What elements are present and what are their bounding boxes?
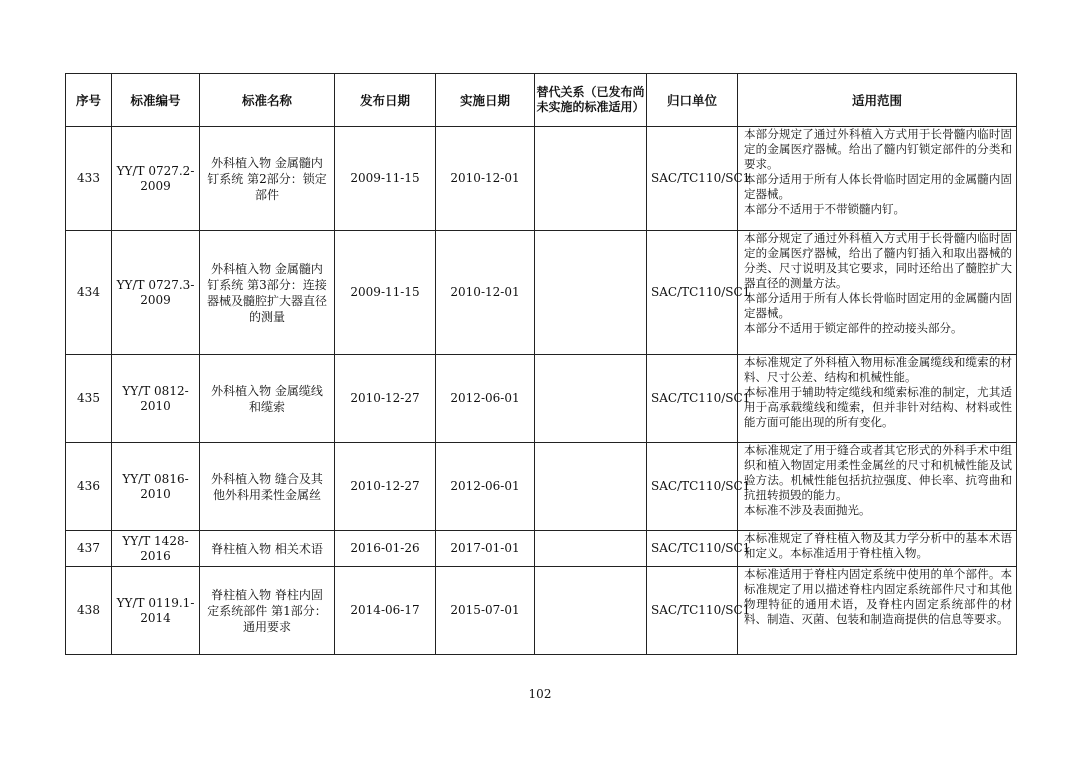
cell-implement-date: 2010-12-01 — [436, 231, 535, 355]
header-unit: 归口单位 — [647, 74, 738, 127]
header-name: 标准名称 — [200, 74, 335, 127]
cell-code: YY/T 0812-2010 — [112, 355, 200, 443]
header-replacement: 替代关系（已发布尚未实施的标准适用） — [535, 74, 647, 127]
cell-seq: 436 — [66, 443, 112, 531]
scope-paragraph: 本标准不涉及表面抛光。 — [744, 503, 871, 517]
scope-paragraph: 本部分适用于所有人体长骨临时固定用的金属髓内固定器械。 — [744, 172, 1012, 201]
table-row — [66, 231, 1017, 355]
cell-name: 脊柱植入物 相关术语 — [200, 531, 335, 567]
cell-implement-date: 2015-07-01 — [436, 567, 535, 655]
cell-implement-date: 2012-06-01 — [436, 443, 535, 531]
cell-unit: SAC/TC110/SC1 — [647, 127, 738, 231]
table-row — [66, 355, 1017, 443]
cell-replacement — [535, 567, 647, 655]
cell-replacement — [535, 531, 647, 567]
cell-implement-date: 2017-01-01 — [436, 531, 535, 567]
cell-implement-date: 2012-06-01 — [436, 355, 535, 443]
cell-unit: SAC/TC110/SC1 — [647, 231, 738, 355]
cell-code: YY/T 1428-2016 — [112, 531, 200, 567]
standards-table — [65, 73, 1017, 655]
cell-seq: 433 — [66, 127, 112, 231]
cell-code: YY/T 0816-2010 — [112, 443, 200, 531]
cell-code: YY/T 0727.2-2009 — [112, 127, 200, 231]
cell-scope — [738, 531, 1017, 567]
header-publish-date: 发布日期 — [335, 74, 436, 127]
cell-publish-date: 2010-12-27 — [335, 443, 436, 531]
scope-paragraph: 本部分适用于所有人体长骨临时固定用的金属髓内固定器械。 — [744, 291, 1012, 320]
cell-scope — [738, 355, 1017, 443]
scope-paragraph: 本部分不适用于不带锁髓内钉。 — [744, 202, 905, 216]
cell-seq: 435 — [66, 355, 112, 443]
cell-seq: 434 — [66, 231, 112, 355]
cell-publish-date: 2016-01-26 — [335, 531, 436, 567]
header-scope: 适用范围 — [738, 74, 1017, 127]
scope-paragraph: 本部分规定了通过外科植入方式用于长骨髓内临时固定的金属医疗器械。给出了髓内钉锁定部件的分类和要求。 — [744, 127, 1012, 171]
cell-unit: SAC/TC110/SC1 — [647, 531, 738, 567]
cell-name: 外科植入物 金属缆线和缆索 — [200, 355, 335, 443]
table-row — [66, 567, 1017, 655]
cell-replacement — [535, 443, 647, 531]
scope-paragraph: 本标准规定了脊柱植入物及其力学分析中的基本术语和定义。本标准适用于脊柱植入物。 — [744, 531, 1012, 560]
cell-seq: 438 — [66, 567, 112, 655]
page-number: 102 — [528, 687, 552, 701]
table-row — [66, 443, 1017, 531]
table-row — [66, 127, 1017, 231]
header-implement-date: 实施日期 — [436, 74, 535, 127]
scope-paragraph: 本标准用于辅助特定缆线和缆索标准的制定，尤其适用于高承载缆线和缆索，但并非针对结构、材料或性能方面可能出现的所有变化。 — [744, 385, 1012, 429]
cell-unit: SAC/TC110/SC1 — [647, 355, 738, 443]
cell-implement-date: 2010-12-01 — [436, 127, 535, 231]
scope-paragraph: 本部分规定了通过外科植入方式用于长骨髓内临时固定的金属医疗器械，给出了髓内钉插入和取出器械的分类、尺寸说明及其它要求，同时还给出了髓腔扩大器直径的测量方法。 — [744, 231, 1012, 290]
cell-unit: SAC/TC110/SC1 — [647, 443, 738, 531]
cell-replacement — [535, 231, 647, 355]
cell-name: 外科植入物 金属髓内钉系统 第2部分：锁定部件 — [200, 127, 335, 231]
cell-name: 脊柱植入物 脊柱内固定系统部件 第1部分：通用要求 — [200, 567, 335, 655]
cell-code: YY/T 0119.1-2014 — [112, 567, 200, 655]
cell-replacement — [535, 127, 647, 231]
cell-publish-date: 2009-11-15 — [335, 231, 436, 355]
cell-scope — [738, 567, 1017, 655]
cell-seq: 437 — [66, 531, 112, 567]
cell-scope — [738, 231, 1017, 355]
scope-paragraph: 本部分不适用于锁定部件的控动接头部分。 — [744, 321, 963, 335]
scope-paragraph: 本标准适用于脊柱内固定系统中使用的单个部件。本标准规定了用以描述脊柱内固定系统部件尺寸和其他物理特征的通用术语，及脊柱内固定系统部件的材料、制造、灭菌、包装和制造商提供的信息等要求。 — [744, 567, 1012, 626]
cell-name: 外科植入物 金属髓内钉系统 第3部分：连接器械及髓腔扩大器直径的测量 — [200, 231, 335, 355]
cell-publish-date: 2014-06-17 — [335, 567, 436, 655]
cell-scope — [738, 443, 1017, 531]
cell-publish-date: 2009-11-15 — [335, 127, 436, 231]
header-code: 标准编号 — [112, 74, 200, 127]
scope-paragraph: 本标准规定了用于缝合或者其它形式的外科手术中组织和植入物固定用柔性金属丝的尺寸和机械性能及试验方法。机械性能包括抗拉强度、伸长率、抗弯曲和抗扭转损毁的能力。 — [744, 443, 1012, 502]
scope-paragraph: 本标准规定了外科植入物用标准金属缆线和缆索的材料、尺寸公差、结构和机械性能。 — [744, 355, 1012, 384]
cell-name: 外科植入物 缝合及其他外科用柔性金属丝 — [200, 443, 335, 531]
cell-replacement — [535, 355, 647, 443]
table-row — [66, 531, 1017, 567]
header-row — [66, 74, 1017, 127]
cell-code: YY/T 0727.3-2009 — [112, 231, 200, 355]
cell-scope — [738, 127, 1017, 231]
cell-unit: SAC/TC110/SC1 — [647, 567, 738, 655]
header-seq: 序号 — [66, 74, 112, 127]
cell-publish-date: 2010-12-27 — [335, 355, 436, 443]
